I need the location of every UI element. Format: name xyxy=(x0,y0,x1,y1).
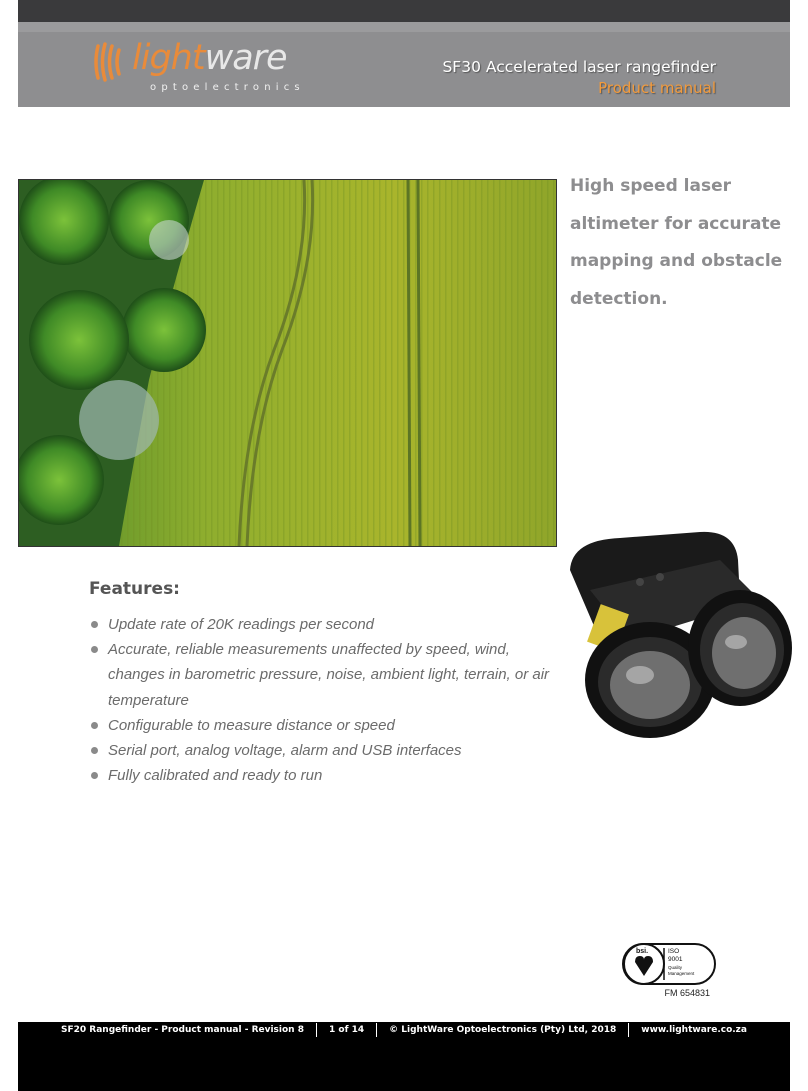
footer-document: SF20 Rangefinder - Product manual - Revision 8 xyxy=(61,1025,304,1035)
logo-subtitle: optoelectronics xyxy=(150,82,305,93)
bullet-icon xyxy=(91,747,98,754)
iso-number: 9001 xyxy=(668,956,683,963)
iso-line2: Management xyxy=(668,971,695,976)
aerial-field-illustration xyxy=(19,180,556,546)
features-heading: Features: xyxy=(89,579,180,599)
page-header xyxy=(18,22,790,107)
header-strip xyxy=(18,22,790,32)
logo-wordmark: lightware xyxy=(132,38,287,78)
feature-item: Update rate of 20K readings per second xyxy=(90,612,560,637)
rangefinder-product-photo xyxy=(560,530,792,748)
footer-separator xyxy=(376,1023,377,1037)
aerial-field-photo xyxy=(18,179,557,547)
iso-line1: Quality xyxy=(668,965,683,970)
feature-item: Serial port, analog voltage, alarm and USB interfaces xyxy=(90,738,560,763)
lightware-logo xyxy=(94,36,305,106)
iso-label: ISO xyxy=(668,948,680,955)
bullet-icon xyxy=(91,722,98,729)
top-bar xyxy=(18,0,790,22)
bullet-icon xyxy=(91,772,98,779)
feature-item: Fully calibrated and ready to run xyxy=(90,763,560,788)
page-footer xyxy=(18,1022,790,1091)
feature-item: Configurable to measure distance or speed xyxy=(90,713,560,738)
features-list xyxy=(90,612,560,788)
bsi-kitemark-icon xyxy=(622,940,718,988)
rangefinder-illustration xyxy=(560,530,792,748)
certificate-number: FM 654831 xyxy=(664,988,710,998)
footer-separator xyxy=(628,1023,629,1037)
footer-copyright: © LightWare Optoelectronics (Pty) Ltd, 2018 xyxy=(389,1025,617,1035)
footer-page: 1 of 14 xyxy=(329,1025,365,1035)
iso-certification-badge xyxy=(622,940,718,1002)
tagline: High speed laser altimeter for accurate mapping and obstacle detection. xyxy=(570,176,783,309)
document-subtitle: Product manual xyxy=(598,79,716,97)
bullet-icon xyxy=(91,621,98,628)
bullet-icon xyxy=(91,646,98,653)
bsi-mark: bsi. xyxy=(636,948,649,955)
logo-waves-icon xyxy=(94,42,130,82)
document-title: SF30 Accelerated laser rangefinder xyxy=(442,58,716,76)
footer-separator xyxy=(316,1023,317,1037)
footer-website[interactable]: www.lightware.co.za xyxy=(641,1025,747,1035)
feature-item: Accurate, reliable measurements unaffected by speed, wind, changes in barometric pressure, noise, ambient light, terrain, or air temperature xyxy=(90,637,560,713)
